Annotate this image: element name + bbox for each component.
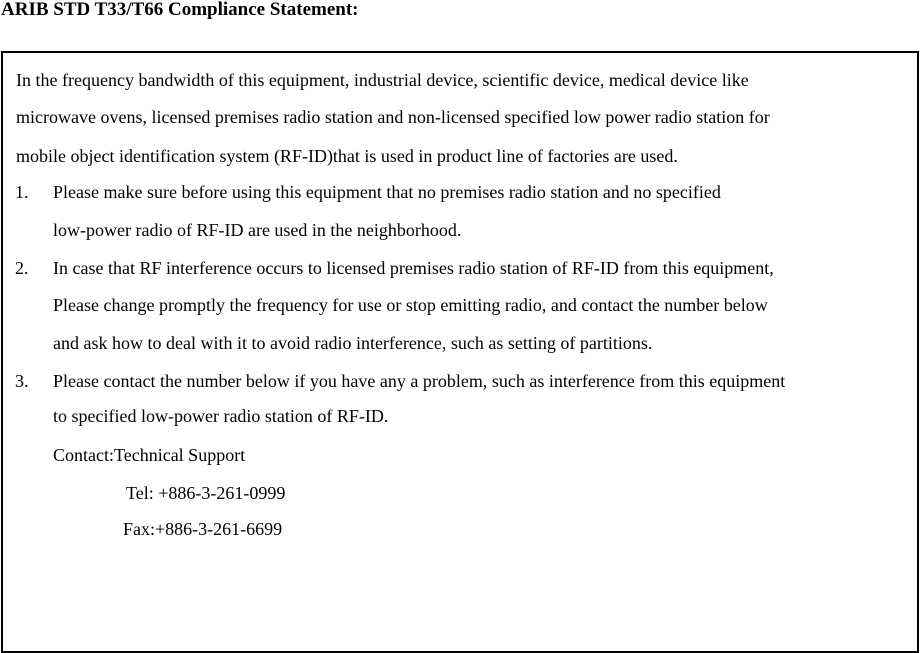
list-item-number: 1. — [15, 182, 29, 202]
list-item-number: 3. — [15, 371, 29, 391]
list-item-line: Please make sure before using this equipment that no premises radio station and no specified — [53, 182, 721, 202]
contact-tel: Tel: +886-3-261-0999 — [126, 483, 286, 503]
contact-label: Contact:Technical Support — [53, 445, 246, 465]
list-item-line: to specified low-power radio station of RF-ID. — [53, 406, 389, 426]
list-item-line: Please contact the number below if you have any a problem, such as interference from this equipment — [53, 371, 786, 391]
list-item-line: low-power radio of RF-ID are used in the neighborhood. — [53, 220, 462, 240]
page-title: ARIB STD T33/T66 Compliance Statement: — [1, 0, 359, 20]
list-item-number: 2. — [15, 258, 29, 278]
contact-fax: Fax:+886-3-261-6699 — [123, 519, 283, 539]
list-item-line: and ask how to deal with it to avoid radio interference, such as setting of partitions. — [53, 333, 653, 353]
intro-line: In the frequency bandwidth of this equipment, industrial device, scientific device, medical device like — [16, 70, 749, 90]
intro-line: mobile object identification system (RF-ID)that is used in product line of factories are used. — [16, 146, 678, 166]
intro-line: microwave ovens, licensed premises radio station and non-licensed specified low power radio station for — [16, 107, 770, 127]
list-item-line: In case that RF interference occurs to licensed premises radio station of RF-ID from this equipment, — [53, 258, 774, 278]
list-item-line: Please change promptly the frequency for use or stop emitting radio, and contact the number below — [53, 295, 768, 315]
